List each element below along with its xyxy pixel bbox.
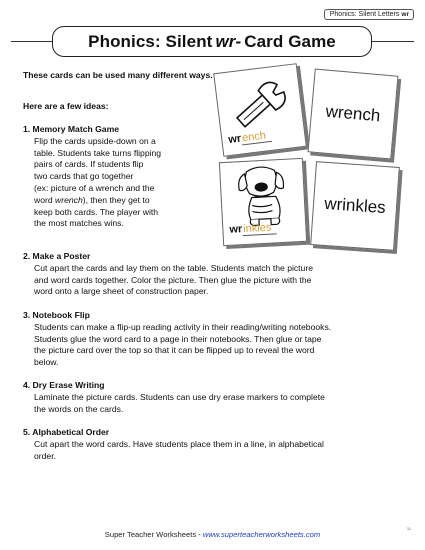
idea-line: pairs of cards. If students flip bbox=[34, 159, 144, 170]
idea-heading: 3. Notebook Flip bbox=[23, 310, 90, 320]
wrench-word: wrench bbox=[324, 101, 382, 126]
footer-link[interactable]: www.superteacherworksheets.com bbox=[202, 530, 321, 539]
wrench-picture-card bbox=[213, 63, 307, 157]
ideas-heading: Here are a few ideas: bbox=[23, 101, 109, 111]
label-blank: ench bbox=[240, 129, 271, 146]
idea-line: Cut apart the word cards. Have students place them in a line, in alphabetical bbox=[34, 438, 324, 449]
topic-tag-label: Phonics: Silent Letters bbox=[329, 11, 400, 18]
idea-line: Students can make a flip-up reading activity in their reading/writing notebooks. bbox=[34, 321, 332, 332]
wrench-word-card bbox=[307, 68, 398, 159]
idea-line: word wrench), then they get to bbox=[34, 194, 150, 205]
idea-notebook-flip bbox=[23, 310, 413, 369]
idea-line: Flip the cards upside-down on a bbox=[34, 135, 156, 146]
idea-body bbox=[23, 322, 413, 369]
idea-body bbox=[23, 263, 408, 298]
idea-heading: 2. Make a Poster bbox=[23, 251, 91, 261]
idea-alphabetical-order bbox=[23, 427, 408, 462]
idea-line: and word cards together. Color the picture. Then glue the picture with the bbox=[34, 274, 312, 285]
idea-make-poster bbox=[23, 251, 408, 298]
wrinkles-word: wrinkles bbox=[323, 193, 387, 218]
idea-memory-match bbox=[23, 124, 208, 230]
idea-line: Laminate the picture cards. Students can use dry erase markers to complete bbox=[34, 391, 325, 402]
intro-text: These cards can be used many different ways. bbox=[23, 70, 213, 80]
idea-dry-erase bbox=[23, 380, 408, 415]
idea-line: (ex: picture of a wrench and the bbox=[34, 182, 155, 193]
idea-line: two cards that go together bbox=[34, 171, 134, 182]
title-emphasis: wr- bbox=[215, 31, 242, 51]
idea-body bbox=[23, 392, 408, 416]
idea-line: keep both cards. The player with bbox=[34, 206, 159, 217]
idea-line: below. bbox=[34, 357, 59, 368]
wrinkles-label bbox=[229, 221, 277, 235]
topic-tag bbox=[324, 9, 414, 20]
title-before: Phonics: Silent bbox=[88, 31, 213, 51]
label-prefix: wr bbox=[229, 223, 243, 236]
sample-cards bbox=[213, 62, 413, 250]
idea-line: order. bbox=[34, 450, 56, 461]
wrinkles-picture-card bbox=[219, 158, 307, 246]
idea-heading: 5. Alphabetical Order bbox=[23, 427, 110, 437]
idea-heading: 4. Dry Erase Writing bbox=[23, 380, 105, 390]
idea-line: Cut apart the cards and lay them on the table. Students match the picture bbox=[34, 262, 313, 273]
idea-line: table. Students take turns flipping bbox=[34, 147, 162, 158]
wrinkles-word-card bbox=[310, 161, 400, 251]
idea-body bbox=[23, 136, 208, 230]
footer-brand: Super Teacher Worksheets - bbox=[104, 530, 203, 539]
idea-heading: 1. Memory Match Game bbox=[23, 124, 119, 134]
idea-line: word onto a large sheet of construction paper. bbox=[34, 286, 209, 297]
idea-body bbox=[23, 439, 408, 463]
idea-line: the words on the cards. bbox=[34, 403, 124, 414]
idea-line: the picture card over the top so that it can be flipped up to reveal the word bbox=[34, 345, 315, 356]
title-after: Card Game bbox=[244, 31, 336, 51]
label-blank: inkles bbox=[242, 221, 277, 236]
idea-line: the most matches wins. bbox=[34, 218, 124, 229]
page-title bbox=[52, 26, 372, 57]
footer bbox=[0, 530, 425, 539]
page-number: 11 bbox=[406, 526, 411, 531]
label-prefix: wr bbox=[227, 132, 242, 147]
idea-line: Students glue the word card to a page in their notebooks. Then glue or tape bbox=[34, 333, 322, 344]
topic-tag-suffix: wr bbox=[401, 11, 409, 18]
